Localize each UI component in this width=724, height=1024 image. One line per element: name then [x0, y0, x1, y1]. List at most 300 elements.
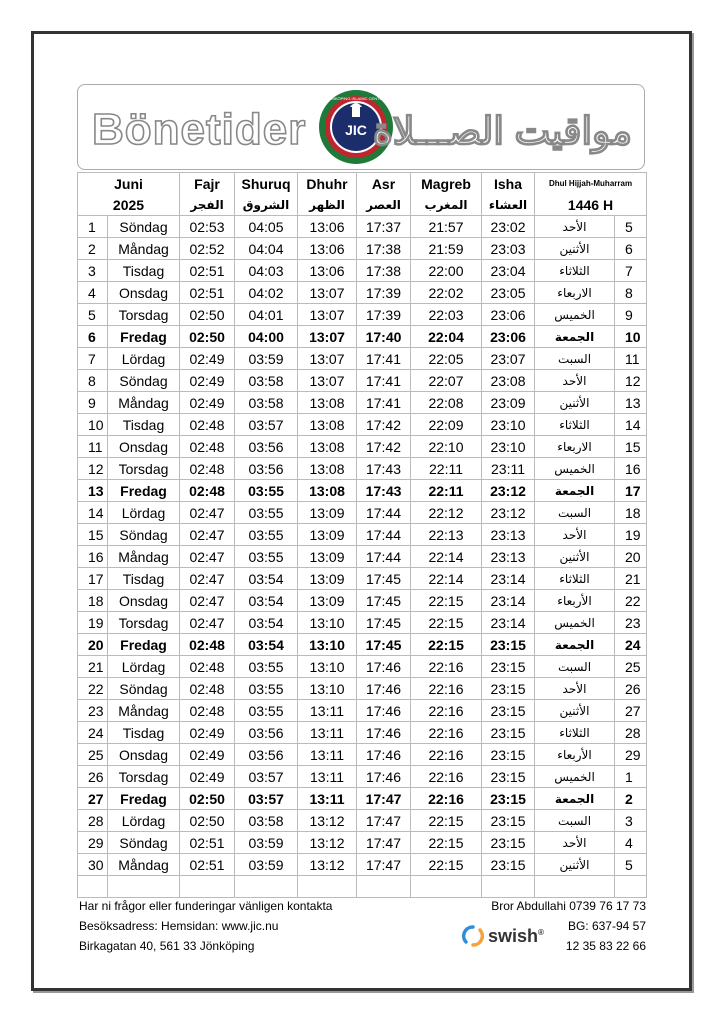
isha-time: 23:12	[482, 502, 535, 524]
weekday-arabic: الأثنين	[535, 546, 615, 568]
empty-row	[78, 876, 647, 898]
magreb-time: 22:15	[411, 810, 482, 832]
day-number: 8	[78, 370, 108, 392]
isha-time: 23:08	[482, 370, 535, 392]
shuruq-time: 03:56	[235, 458, 298, 480]
isha-time: 23:13	[482, 546, 535, 568]
weekday: Lördag	[108, 348, 180, 370]
asr-time: 17:43	[357, 458, 411, 480]
asr-time: 17:46	[357, 766, 411, 788]
dhuhr-time: 13:07	[298, 282, 357, 304]
fajr-time: 02:53	[180, 216, 235, 238]
dhuhr-time: 13:12	[298, 854, 357, 876]
asr-time: 17:46	[357, 656, 411, 678]
shuruq-time: 03:59	[235, 348, 298, 370]
magreb-time: 22:15	[411, 612, 482, 634]
magreb-time: 22:16	[411, 788, 482, 810]
hijri-day: 20	[615, 546, 647, 568]
weekday: Tisdag	[108, 414, 180, 436]
isha-time: 23:11	[482, 458, 535, 480]
fajr-time: 02:48	[180, 458, 235, 480]
dhuhr-time: 13:09	[298, 524, 357, 546]
hijri-day: 8	[615, 282, 647, 304]
weekday: Tisdag	[108, 260, 180, 282]
magreb-time: 22:02	[411, 282, 482, 304]
hijri-months-header: Dhul Hijjah-Muharram	[535, 173, 647, 196]
asr-time: 17:44	[357, 546, 411, 568]
fajr-time: 02:47	[180, 502, 235, 524]
isha-time: 23:07	[482, 348, 535, 370]
isha-time: 23:15	[482, 656, 535, 678]
footer-bankgiro: BG: 637-94 57	[567, 919, 646, 933]
day-number: 11	[78, 436, 108, 458]
col-header-magreb-ar: المغرب	[411, 195, 482, 216]
asr-time: 17:43	[357, 480, 411, 502]
weekday-arabic: الجمعة	[535, 634, 615, 656]
asr-time: 17:47	[357, 810, 411, 832]
fajr-time: 02:47	[180, 568, 235, 590]
table-row	[78, 788, 647, 810]
fajr-time: 02:50	[180, 810, 235, 832]
weekday: Torsdag	[108, 612, 180, 634]
magreb-time: 22:12	[411, 502, 482, 524]
day-number: 30	[78, 854, 108, 876]
fajr-time: 02:48	[180, 700, 235, 722]
table-row	[78, 480, 647, 502]
shuruq-time: 03:55	[235, 546, 298, 568]
day-number: 4	[78, 282, 108, 304]
dhuhr-time: 13:07	[298, 370, 357, 392]
hijri-day: 23	[615, 612, 647, 634]
isha-time: 23:15	[482, 810, 535, 832]
weekday-arabic: الخميس	[535, 458, 615, 480]
shuruq-time: 03:57	[235, 788, 298, 810]
fajr-time: 02:48	[180, 436, 235, 458]
col-header-magreb: Magreb	[411, 173, 482, 196]
weekday-arabic: الأثنين	[535, 700, 615, 722]
table-row	[78, 436, 647, 458]
weekday-arabic: الأحد	[535, 678, 615, 700]
dhuhr-time: 13:07	[298, 326, 357, 348]
weekday: Söndag	[108, 216, 180, 238]
weekday: Onsdag	[108, 436, 180, 458]
weekday: Tisdag	[108, 722, 180, 744]
hijri-year-header: 1446 H	[535, 195, 647, 216]
hijri-day: 14	[615, 414, 647, 436]
dhuhr-time: 13:11	[298, 788, 357, 810]
dhuhr-time: 13:10	[298, 634, 357, 656]
fajr-time: 02:51	[180, 854, 235, 876]
isha-time: 23:15	[482, 766, 535, 788]
dhuhr-time: 13:09	[298, 546, 357, 568]
shuruq-time: 03:58	[235, 392, 298, 414]
isha-time: 23:14	[482, 568, 535, 590]
day-number: 10	[78, 414, 108, 436]
isha-time: 23:10	[482, 436, 535, 458]
magreb-time: 22:15	[411, 832, 482, 854]
table-row	[78, 590, 647, 612]
asr-time: 17:45	[357, 568, 411, 590]
col-header-shuruq: Shuruq	[235, 173, 298, 196]
shuruq-time: 03:59	[235, 854, 298, 876]
weekday: Onsdag	[108, 282, 180, 304]
weekday-arabic: الاربعاء	[535, 282, 615, 304]
magreb-time: 22:08	[411, 392, 482, 414]
dhuhr-time: 13:07	[298, 304, 357, 326]
hijri-day: 3	[615, 810, 647, 832]
weekday: Måndag	[108, 854, 180, 876]
weekday-arabic: الجمعة	[535, 326, 615, 348]
hijri-day: 5	[615, 216, 647, 238]
fajr-time: 02:49	[180, 722, 235, 744]
magreb-time: 22:11	[411, 480, 482, 502]
magreb-time: 22:14	[411, 568, 482, 590]
shuruq-time: 03:55	[235, 502, 298, 524]
table-row	[78, 392, 647, 414]
footer-contact	[79, 896, 332, 956]
table-row	[78, 238, 647, 260]
fajr-time: 02:51	[180, 832, 235, 854]
table-row	[78, 678, 647, 700]
weekday: Söndag	[108, 678, 180, 700]
hijri-day: 25	[615, 656, 647, 678]
weekday: Lördag	[108, 502, 180, 524]
magreb-time: 22:16	[411, 722, 482, 744]
hijri-day: 2	[615, 788, 647, 810]
dhuhr-time: 13:08	[298, 392, 357, 414]
day-number: 15	[78, 524, 108, 546]
weekday: Fredag	[108, 480, 180, 502]
asr-time: 17:38	[357, 260, 411, 282]
shuruq-time: 03:55	[235, 480, 298, 502]
weekday-arabic: الأحد	[535, 524, 615, 546]
shuruq-time: 03:54	[235, 568, 298, 590]
magreb-time: 22:15	[411, 590, 482, 612]
weekday-arabic: الاربعاء	[535, 436, 615, 458]
fajr-time: 02:47	[180, 524, 235, 546]
day-number: 28	[78, 810, 108, 832]
weekday: Onsdag	[108, 744, 180, 766]
asr-time: 17:42	[357, 436, 411, 458]
dhuhr-time: 13:06	[298, 238, 357, 260]
table-row	[78, 766, 647, 788]
isha-time: 23:15	[482, 832, 535, 854]
col-header-isha: Isha	[482, 173, 535, 196]
asr-time: 17:46	[357, 722, 411, 744]
dhuhr-time: 13:07	[298, 348, 357, 370]
swish-label: swish	[488, 926, 539, 946]
shuruq-time: 03:59	[235, 832, 298, 854]
fajr-time: 02:52	[180, 238, 235, 260]
weekday: Torsdag	[108, 304, 180, 326]
shuruq-time: 04:02	[235, 282, 298, 304]
magreb-time: 22:11	[411, 458, 482, 480]
magreb-time: 22:16	[411, 700, 482, 722]
hijri-day: 4	[615, 832, 647, 854]
day-number: 9	[78, 392, 108, 414]
shuruq-time: 03:55	[235, 700, 298, 722]
shuruq-time: 03:56	[235, 744, 298, 766]
magreb-time: 22:05	[411, 348, 482, 370]
asr-time: 17:47	[357, 854, 411, 876]
footer-address: Birkagatan 40, 561 33 Jönköping	[79, 939, 255, 953]
table-row	[78, 502, 647, 524]
swish-text	[488, 926, 544, 947]
weekday-arabic: الأثنين	[535, 392, 615, 414]
dhuhr-time: 13:10	[298, 656, 357, 678]
day-number: 20	[78, 634, 108, 656]
magreb-time: 22:14	[411, 546, 482, 568]
dhuhr-time: 13:08	[298, 436, 357, 458]
shuruq-time: 03:54	[235, 590, 298, 612]
dhuhr-time: 13:08	[298, 480, 357, 502]
table-row	[78, 832, 647, 854]
isha-time: 23:15	[482, 722, 535, 744]
dhuhr-time: 13:08	[298, 458, 357, 480]
asr-time: 17:40	[357, 326, 411, 348]
isha-time: 23:02	[482, 216, 535, 238]
weekday-arabic: الثلاثاء	[535, 414, 615, 436]
isha-time: 23:15	[482, 634, 535, 656]
weekday-arabic: السبت	[535, 810, 615, 832]
shuruq-time: 04:03	[235, 260, 298, 282]
title-swedish: Bönetider	[92, 105, 307, 154]
hijri-day: 27	[615, 700, 647, 722]
weekday-arabic: الأثنين	[535, 854, 615, 876]
day-number: 22	[78, 678, 108, 700]
day-number: 17	[78, 568, 108, 590]
isha-time: 23:09	[482, 392, 535, 414]
table-row	[78, 612, 647, 634]
fajr-time: 02:48	[180, 678, 235, 700]
shuruq-time: 04:04	[235, 238, 298, 260]
dhuhr-time: 13:11	[298, 744, 357, 766]
weekday-arabic: الأربعاء	[535, 590, 615, 612]
header-box	[77, 84, 645, 170]
swish-icon	[462, 925, 484, 947]
table-row	[78, 656, 647, 678]
dhuhr-time: 13:09	[298, 502, 357, 524]
asr-time: 17:41	[357, 370, 411, 392]
isha-time: 23:15	[482, 854, 535, 876]
table-row	[78, 854, 647, 876]
col-header-asr-ar: العصر	[357, 195, 411, 216]
hijri-day: 1	[615, 766, 647, 788]
hijri-day: 29	[615, 744, 647, 766]
fajr-time: 02:49	[180, 744, 235, 766]
weekday-arabic: الجمعة	[535, 480, 615, 502]
table-row	[78, 216, 647, 238]
weekday: Torsdag	[108, 766, 180, 788]
weekday: Onsdag	[108, 590, 180, 612]
weekday-arabic: الجمعة	[535, 788, 615, 810]
magreb-time: 22:15	[411, 854, 482, 876]
magreb-time: 22:00	[411, 260, 482, 282]
asr-time: 17:44	[357, 502, 411, 524]
shuruq-time: 03:58	[235, 370, 298, 392]
hijri-day: 6	[615, 238, 647, 260]
isha-time: 23:13	[482, 524, 535, 546]
col-header-shuruq-ar: الشروق	[235, 195, 298, 216]
weekday-arabic: الخميس	[535, 766, 615, 788]
weekday: Tisdag	[108, 568, 180, 590]
day-number: 2	[78, 238, 108, 260]
day-number: 27	[78, 788, 108, 810]
fajr-time: 02:50	[180, 326, 235, 348]
day-number: 23	[78, 700, 108, 722]
dhuhr-time: 13:08	[298, 414, 357, 436]
dhuhr-time: 13:06	[298, 216, 357, 238]
shuruq-time: 03:57	[235, 414, 298, 436]
shuruq-time: 03:54	[235, 612, 298, 634]
day-number: 3	[78, 260, 108, 282]
col-header-fajr: Fajr	[180, 173, 235, 196]
weekday: Måndag	[108, 700, 180, 722]
fajr-time: 02:50	[180, 304, 235, 326]
shuruq-time: 04:00	[235, 326, 298, 348]
asr-time: 17:47	[357, 788, 411, 810]
dhuhr-time: 13:11	[298, 700, 357, 722]
dhuhr-time: 13:12	[298, 832, 357, 854]
weekday: Fredag	[108, 788, 180, 810]
magreb-time: 22:15	[411, 634, 482, 656]
magreb-time: 22:09	[411, 414, 482, 436]
day-number: 14	[78, 502, 108, 524]
magreb-time: 22:16	[411, 744, 482, 766]
weekday-arabic: الأحد	[535, 216, 615, 238]
weekday-arabic: الخميس	[535, 304, 615, 326]
magreb-time: 22:07	[411, 370, 482, 392]
hijri-day: 21	[615, 568, 647, 590]
fajr-time: 02:49	[180, 348, 235, 370]
isha-time: 23:10	[482, 414, 535, 436]
isha-time: 23:06	[482, 304, 535, 326]
day-number: 16	[78, 546, 108, 568]
weekday: Lördag	[108, 810, 180, 832]
shuruq-time: 03:55	[235, 524, 298, 546]
fajr-time: 02:49	[180, 766, 235, 788]
day-number: 18	[78, 590, 108, 612]
magreb-time: 22:16	[411, 766, 482, 788]
day-number: 6	[78, 326, 108, 348]
asr-time: 17:39	[357, 304, 411, 326]
hijri-day: 5	[615, 854, 647, 876]
isha-time: 23:12	[482, 480, 535, 502]
asr-time: 17:45	[357, 634, 411, 656]
weekday: Torsdag	[108, 458, 180, 480]
table-row	[78, 700, 647, 722]
day-number: 13	[78, 480, 108, 502]
hijri-day: 28	[615, 722, 647, 744]
asr-time: 17:46	[357, 700, 411, 722]
swish-registered-mark: ®	[538, 928, 544, 937]
asr-time: 17:38	[357, 238, 411, 260]
shuruq-time: 03:56	[235, 722, 298, 744]
weekday-arabic: السبت	[535, 348, 615, 370]
asr-time: 17:37	[357, 216, 411, 238]
asr-time: 17:47	[357, 832, 411, 854]
isha-time: 23:03	[482, 238, 535, 260]
table-row	[78, 348, 647, 370]
footer-questions: Har ni frågor eller funderingar vänligen kontakta	[79, 899, 333, 913]
day-number: 25	[78, 744, 108, 766]
hijri-day: 12	[615, 370, 647, 392]
weekday-arabic: الأحد	[535, 832, 615, 854]
day-number: 12	[78, 458, 108, 480]
asr-time: 17:41	[357, 348, 411, 370]
hijri-day: 13	[615, 392, 647, 414]
hijri-day: 16	[615, 458, 647, 480]
fajr-time: 02:48	[180, 414, 235, 436]
shuruq-time: 04:01	[235, 304, 298, 326]
weekday: Måndag	[108, 238, 180, 260]
col-header-dhuhr: Dhuhr	[298, 173, 357, 196]
table-body	[78, 216, 647, 876]
weekday: Fredag	[108, 634, 180, 656]
year-header: 2025	[78, 195, 180, 216]
hijri-day: 24	[615, 634, 647, 656]
magreb-time: 21:57	[411, 216, 482, 238]
fajr-time: 02:50	[180, 788, 235, 810]
weekday: Måndag	[108, 546, 180, 568]
weekday: Söndag	[108, 832, 180, 854]
day-number: 5	[78, 304, 108, 326]
col-header-fajr-ar: الفجر	[180, 195, 235, 216]
swish-logo	[462, 925, 552, 949]
day-number: 1	[78, 216, 108, 238]
weekday: Lördag	[108, 656, 180, 678]
magreb-time: 21:59	[411, 238, 482, 260]
fajr-time: 02:47	[180, 612, 235, 634]
fajr-time: 02:49	[180, 392, 235, 414]
asr-time: 17:45	[357, 612, 411, 634]
magreb-time: 22:16	[411, 678, 482, 700]
magreb-time: 22:10	[411, 436, 482, 458]
magreb-time: 22:16	[411, 656, 482, 678]
table-row	[78, 458, 647, 480]
table-row	[78, 282, 647, 304]
asr-time: 17:42	[357, 414, 411, 436]
table-row	[78, 414, 647, 436]
day-number: 29	[78, 832, 108, 854]
table-row	[78, 326, 647, 348]
weekday-arabic: السبت	[535, 502, 615, 524]
fajr-time: 02:51	[180, 260, 235, 282]
hijri-day: 26	[615, 678, 647, 700]
dhuhr-time: 13:09	[298, 590, 357, 612]
dhuhr-time: 13:11	[298, 766, 357, 788]
weekday-arabic: الثلاثاء	[535, 260, 615, 282]
isha-time: 23:06	[482, 326, 535, 348]
table-row	[78, 722, 647, 744]
weekday: Måndag	[108, 392, 180, 414]
dhuhr-time: 13:12	[298, 810, 357, 832]
shuruq-time: 03:56	[235, 436, 298, 458]
table-row	[78, 370, 647, 392]
footer-swish-number: 12 35 83 22 66	[565, 939, 646, 953]
table-row	[78, 260, 647, 282]
day-number: 21	[78, 656, 108, 678]
asr-time: 17:46	[357, 744, 411, 766]
isha-time: 23:05	[482, 282, 535, 304]
weekday-arabic: الخميس	[535, 612, 615, 634]
weekday-arabic: الثلاثاء	[535, 722, 615, 744]
shuruq-time: 03:55	[235, 678, 298, 700]
weekday: Fredag	[108, 326, 180, 348]
fajr-time: 02:51	[180, 282, 235, 304]
isha-time: 23:15	[482, 788, 535, 810]
hijri-day: 10	[615, 326, 647, 348]
